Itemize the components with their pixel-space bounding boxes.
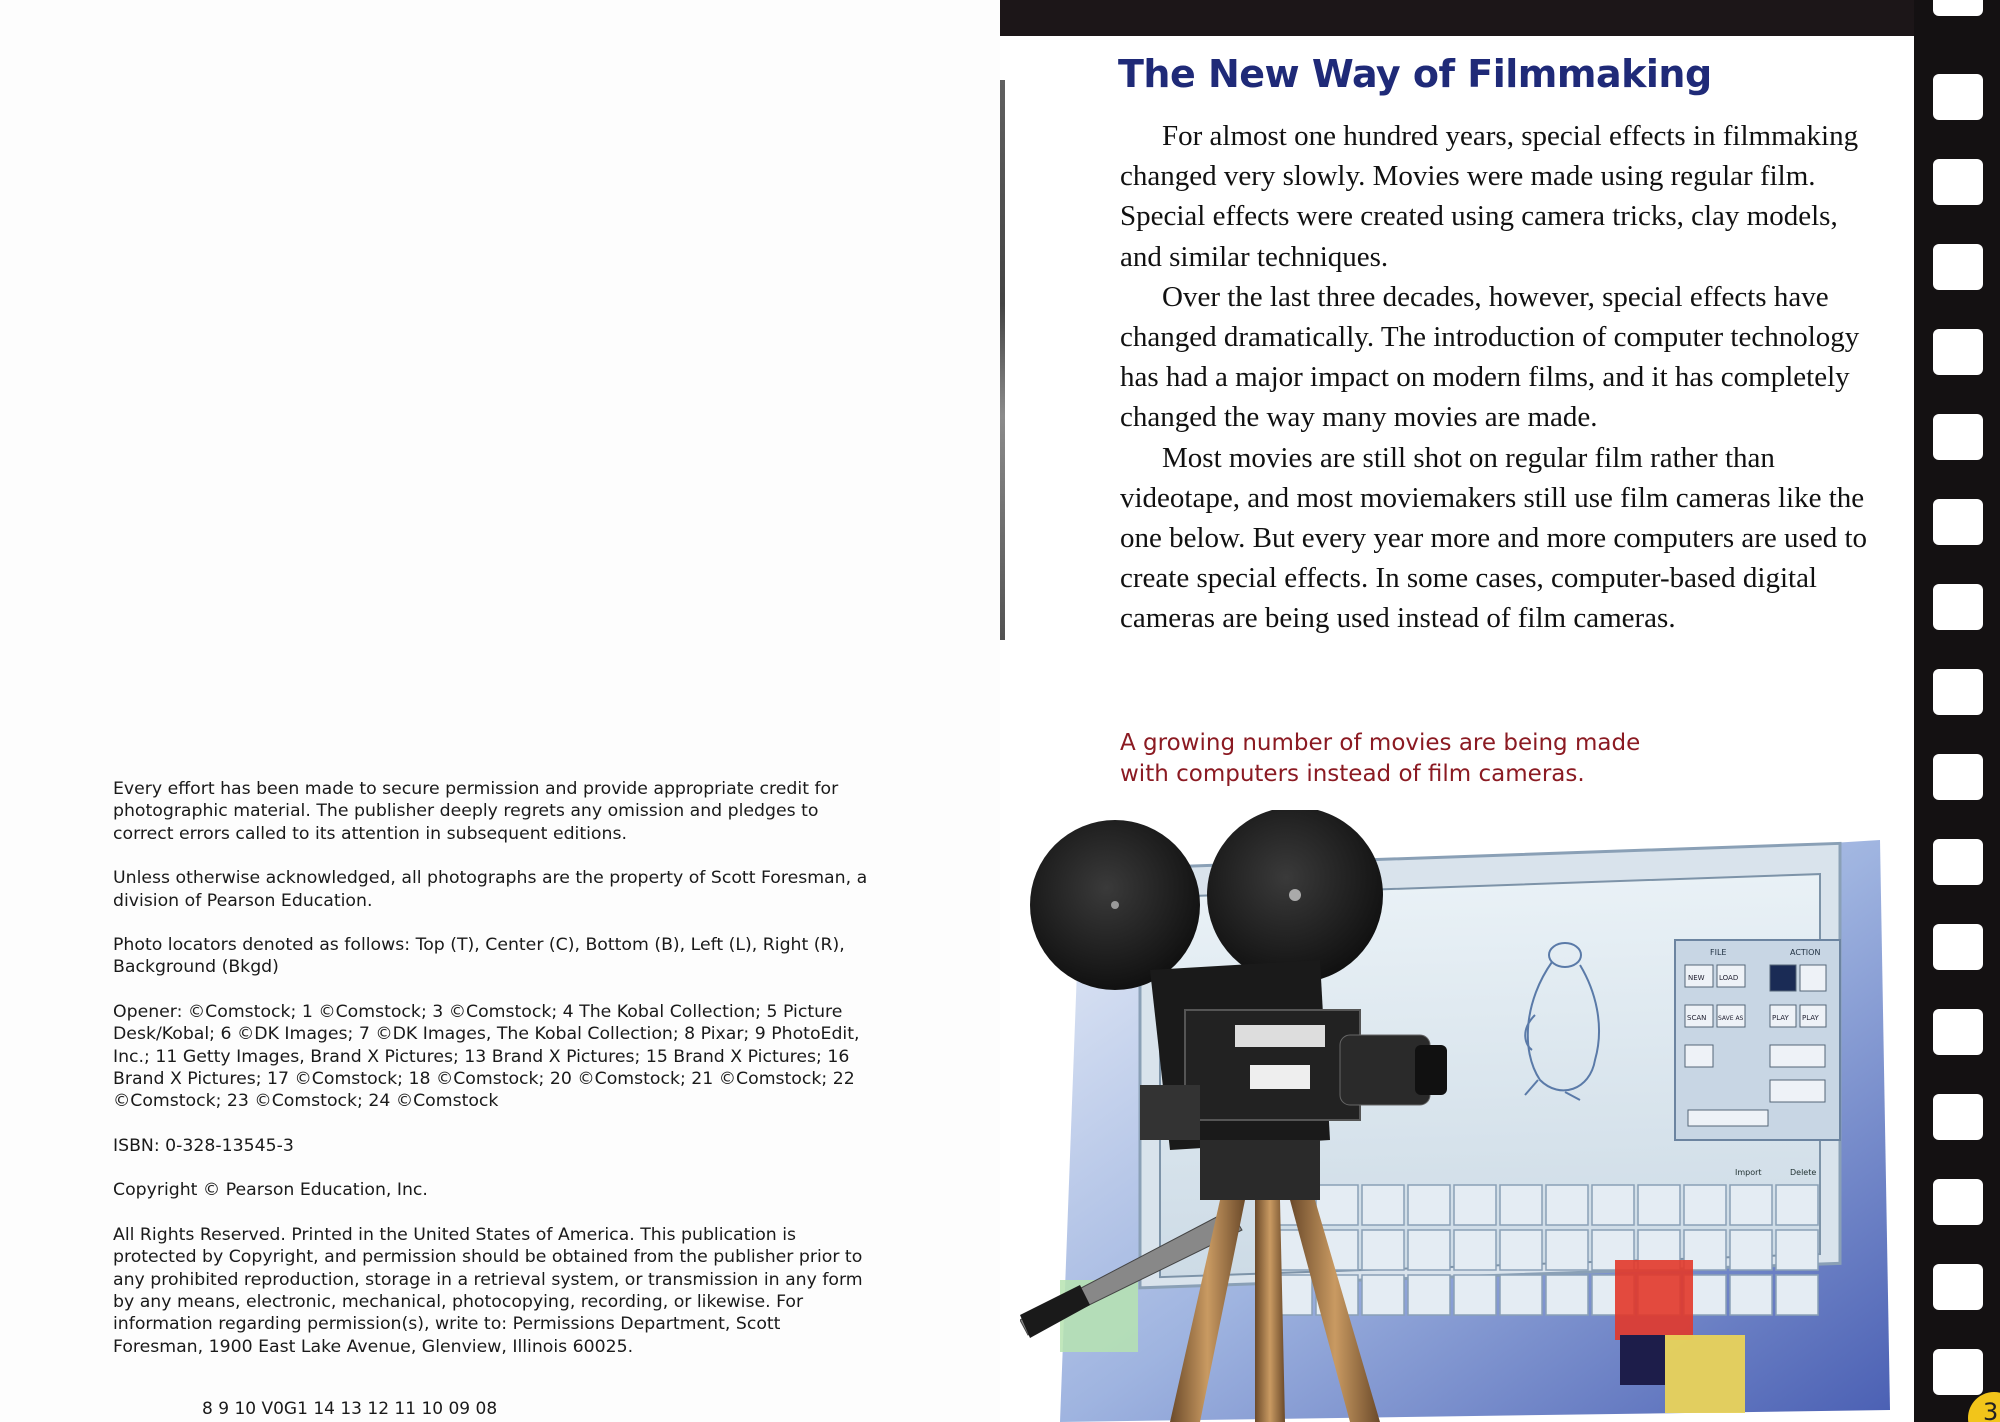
sprocket-hole <box>1933 499 1983 545</box>
btn-play-1: PLAY <box>1772 1014 1789 1022</box>
photo-caption: A growing number of movies are being made with computers instead of film cameras. <box>1120 730 1641 787</box>
top-border <box>1000 0 2000 36</box>
copyright-credits <box>113 778 873 1380</box>
status-delete: Delete <box>1790 1168 1817 1177</box>
btn-load: LOAD <box>1719 974 1739 982</box>
yellow-square <box>1665 1335 1745 1413</box>
credit-paragraph-permission: Every effort has been made to secure permission and provide appropriate credit for photographic material. The publisher deeply regrets any omission and pledges to correct errors called to its attention in subsequent editions. <box>113 779 839 844</box>
paragraph-1: For almost one hundred years, special effects in filmmaking changed very slowly. Movies were made using regular film. Special effects were created using camera tricks, clay models, and similar techniques. <box>1120 120 1859 273</box>
credit-paragraph-locators: Photo locators denoted as follows: Top (T), Center (C), Bottom (B), Left (L), Right (R), Background (Bkgd) <box>113 935 845 978</box>
page-gutter <box>1000 80 1005 640</box>
sprocket-hole <box>1933 1179 1983 1225</box>
animation-control-panel <box>1675 940 1840 1140</box>
credit-paragraph-photo-credits: Opener: ©Comstock; 1 ©Comstock; 3 ©Comstock; 4 The Kobal Collection; 5 Picture Desk/Kobal; 6 ©DK Images; 7 ©DK Images, The Kobal Collection; 8 Pixar; 9 PhotoEdit, Inc.; 11 Getty Images, Brand X Pictures; 13 Brand X Pictures; 15 Brand X Pictures; 16 Brand X Pictures; 17 ©Comstock; 18 ©Comstock; 20 ©Comstock; 21 ©Comstock; 22 ©Comstock; 23 ©Comstock; 24 ©Comstock <box>113 1001 860 1112</box>
sprocket-hole <box>1933 754 1983 800</box>
navy-square <box>1620 1335 1665 1385</box>
camera-computer-photo <box>1020 810 1900 1422</box>
page-number-badge: 3 <box>1968 1392 2000 1422</box>
credit-paragraph-property: Unless otherwise acknowledged, all photographs are the property of Scott Foresman, a division of Pearson Education. <box>113 868 868 911</box>
status-import: Import <box>1735 1168 1762 1177</box>
right-page <box>1000 0 2000 1422</box>
panel-label-action: ACTION <box>1790 948 1821 957</box>
sprocket-hole <box>1933 584 1983 630</box>
sprocket-hole <box>1933 1094 1983 1140</box>
btn-save-as: SAVE AS <box>1718 1015 1744 1022</box>
paragraph-3: Most movies are still shot on regular film rather than videotape, and most moviemakers still use film cameras like the one below. But every year more and more computers are used to create special effects. In some cases, computer-based digital cameras are being used instead of film cameras. <box>1120 441 1868 635</box>
copyright-line: Copyright © Pearson Education, Inc. <box>113 1180 428 1201</box>
sprocket-hole <box>1933 74 1983 120</box>
btn-scan: SCAN <box>1687 1014 1707 1022</box>
sprocket-hole <box>1933 159 1983 205</box>
btn-play-2: PLAY <box>1802 1014 1819 1022</box>
panel-label-file: FILE <box>1710 948 1727 957</box>
body-text <box>1120 116 1880 639</box>
sprocket-hole <box>1933 1264 1983 1310</box>
paragraph-2: Over the last three decades, however, special effects have changed dramatically. The introduction of computer technology has had a major impact on modern films, and it has completely changed the way many movies are made. <box>1120 280 1860 434</box>
sprocket-hole <box>1933 0 1983 16</box>
print-line: 8 9 10 V0G1 14 13 12 11 10 09 08 <box>202 1399 498 1419</box>
sprocket-hole <box>1933 244 1983 290</box>
sprocket-hole <box>1933 839 1983 885</box>
rights-reserved: All Rights Reserved. Printed in the United States of America. This publication is protected by Copyright, and permission should be obtained from the publisher prior to any prohibited reproduction, storage in a retrieval system, or transmission in any form by any means, electronic, mechanical, photocopying, recording, or likewise. For information regarding permission(s), write to: Permissions Department, Scott Foresman, 1900 East Lake Avenue, Glenview, Illinois 60025. <box>113 1224 863 1357</box>
btn-new: NEW <box>1688 974 1705 982</box>
sprocket-hole <box>1933 1009 1983 1055</box>
isbn: ISBN: 0-328-13545-3 <box>113 1135 294 1156</box>
sprocket-hole <box>1933 924 1983 970</box>
sprocket-hole <box>1933 414 1983 460</box>
sprocket-hole <box>1933 329 1983 375</box>
red-square <box>1615 1260 1693 1340</box>
sprocket-hole <box>1933 669 1983 715</box>
film-strip-border <box>1914 0 2000 1422</box>
sprocket-hole <box>1933 1349 1983 1395</box>
page-title: The New Way of Filmmaking <box>1118 52 1712 96</box>
